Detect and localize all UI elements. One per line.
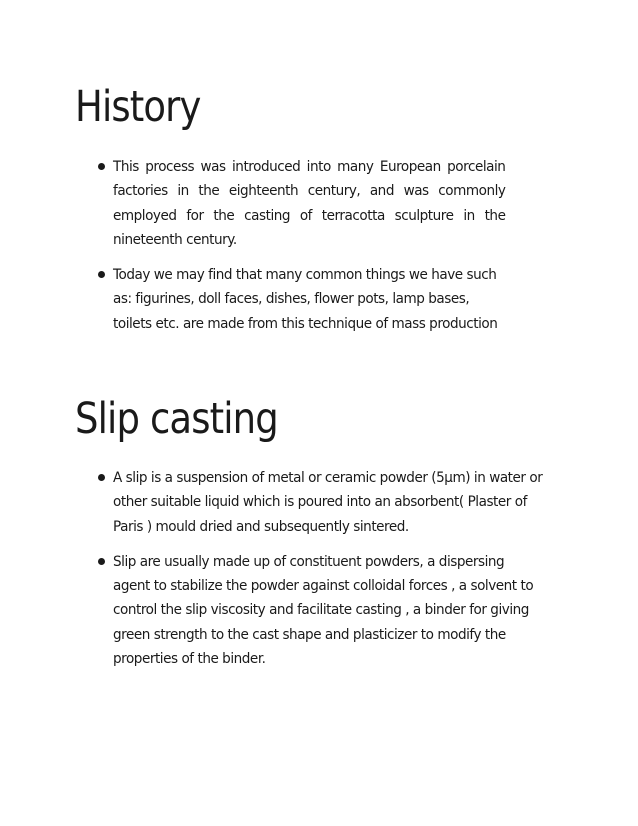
history-bullet-list [0,155,535,347]
list-item [0,466,543,539]
section-heading-slip-casting: Slip casting [75,394,278,444]
bullet-icon [98,163,105,170]
list-item [0,263,535,336]
bullet-icon [98,271,105,278]
bullet-icon [98,558,105,565]
list-item-text: Slip are usually made up of constituent powders, a dispersing agent to stabilize the powder against colloidal forces , a solvent to control the slip viscosity and facilitate casting , a binder for giving green strength to the cast shape and plasticizer to modify the properties of the binder. [113,552,534,668]
slip-casting-bullet-list [0,466,543,682]
list-item [0,155,535,252]
list-item-text: A slip is a suspension of metal or ceramic powder (5µm) in water or other suitable liquid which is poured into an absorbent( Plaster of Paris ) mould dried and subsequently sintered. [113,469,543,535]
list-item-text: This process was introduced into many European porcelain factories in the eighteenth century, and was commonly employed for the casting of terracotta sculpture in the nineteenth century. [113,158,506,248]
bullet-icon [98,474,105,481]
list-item-text: Today we may find that many common things we have such as: figurines, doll faces, dishes, flower pots, lamp bases, toilets etc. are made from this technique of mass production [113,266,498,332]
list-item [0,550,535,671]
section-heading-history: History [75,82,201,132]
